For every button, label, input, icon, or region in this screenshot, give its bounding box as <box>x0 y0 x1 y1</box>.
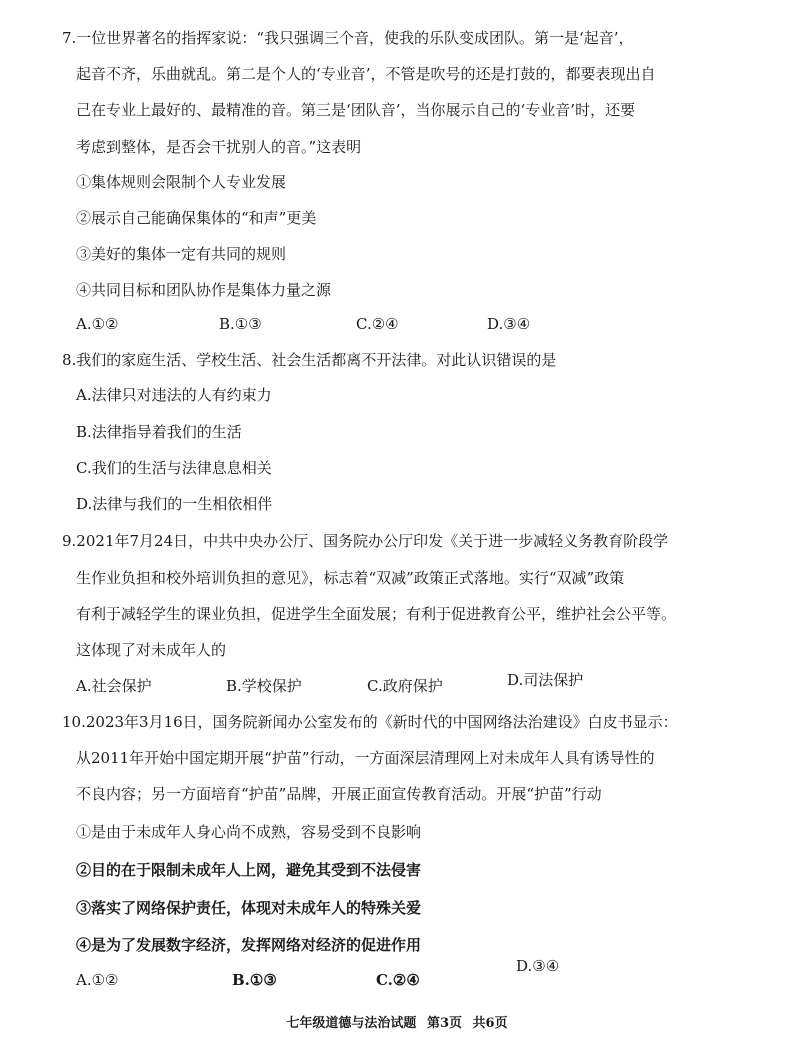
q7-item-1: ①集体规则会限制个人专业发展 <box>76 173 287 191</box>
q8-option-c[interactable]: C.我们的生活与法律息息相关 <box>76 459 272 477</box>
q7-option-b[interactable]: B.①③ <box>219 315 262 333</box>
q7-stem-line-4: 考虑到整体，是否会干扰别人的音。”这表明 <box>76 138 362 156</box>
q7-option-c[interactable]: C.②④ <box>356 315 399 333</box>
q9-option-b[interactable]: B.学校保护 <box>226 677 302 695</box>
q8-option-d[interactable]: D.法律与我们的一生相依相伴 <box>76 495 273 513</box>
q7-option-a[interactable]: A.①② <box>76 315 119 333</box>
q7-item-4: ④共同目标和团队协作是集体力量之源 <box>76 281 332 299</box>
q7-stem-line-3: 己在专业上最好的、最精准的音。第三是‘团队音’，当你展示自己的‘专业音’时，还要 <box>76 101 636 119</box>
q9-option-c[interactable]: C.政府保护 <box>367 677 443 695</box>
q9-stem-line-3: 有利于减轻学生的课业负担，促进学生全面发展；有利于促进教育公平，维护社会公平等。 <box>76 605 677 623</box>
q10-stem-line-2: 从2011年开始中国定期开展“护苗”行动，一方面深层清理网上对未成年人具有诱导性的 <box>76 749 655 767</box>
footer-total-pages: 共6页 <box>472 1016 508 1031</box>
q10-option-d[interactable]: D.③④ <box>516 957 560 975</box>
q10-item-2: ②目的在于限制未成年人上网，避免其受到不法侵害 <box>76 861 422 879</box>
footer-page-number: 第3页 <box>426 1016 462 1031</box>
page-footer <box>0 1012 794 1031</box>
q8-option-a[interactable]: A.法律只对违法的人有约束力 <box>76 386 272 404</box>
q10-stem-line-3: 不良内容；另一方面培育“护苗”品牌，开展正面宣传教育活动。开展“护苗”行动 <box>76 785 602 803</box>
q7-option-d[interactable]: D.③④ <box>487 315 531 333</box>
q10-option-a[interactable]: A.①② <box>76 971 119 989</box>
q9-option-a[interactable]: A.社会保护 <box>76 677 152 695</box>
q10-option-c[interactable]: C.②④ <box>376 971 420 989</box>
q7-item-3: ③美好的集体一定有共同的规则 <box>76 245 287 263</box>
q7-stem-line-1: 7.一位世界著名的指挥家说：“我只强调三个音，使我的乐队变成团队。第一是‘起音’， <box>62 29 634 47</box>
q7-item-2: ②展示自己能确保集体的“和声”更美 <box>76 209 317 227</box>
q10-item-4: ④是为了发展数字经济，发挥网络对经济的促进作用 <box>76 936 422 954</box>
q7-stem-line-2: 起音不齐，乐曲就乱。第二是个人的‘专业音’，不管是吹号的还是打鼓的，都要表现出自 <box>76 65 656 83</box>
q9-stem-line-1: 9.2021年7月24日，中共中央办公厅、国务院办公厅印发《关于进一步减轻义务教育阶段学 <box>62 532 669 550</box>
q10-option-b[interactable]: B.①③ <box>232 971 277 989</box>
q10-item-3: ③落实了网络保护责任，体现对未成年人的特殊关爱 <box>76 899 422 917</box>
q8-option-b[interactable]: B.法律指导着我们的生活 <box>76 423 242 441</box>
q10-stem-line-1: 10.2023年3月16日，国务院新闻办公室发布的《新时代的中国网络法治建设》白皮书显示： <box>62 713 678 731</box>
q10-item-1: ①是由于未成年人身心尚不成熟，容易受到不良影响 <box>76 823 422 841</box>
q9-stem-line-4: 这体现了对未成年人的 <box>76 641 227 659</box>
q9-stem-line-2: 生作业负担和校外培训负担的意见》，标志着“双减”政策正式落地。实行“双减”政策 <box>76 569 625 587</box>
footer-subject: 七年级道德与法治试题 <box>286 1016 417 1031</box>
q9-option-d[interactable]: D.司法保护 <box>507 671 584 689</box>
q8-stem: 8.我们的家庭生活、学校生活、社会生活都离不开法律。对此认识错误的是 <box>62 351 557 369</box>
